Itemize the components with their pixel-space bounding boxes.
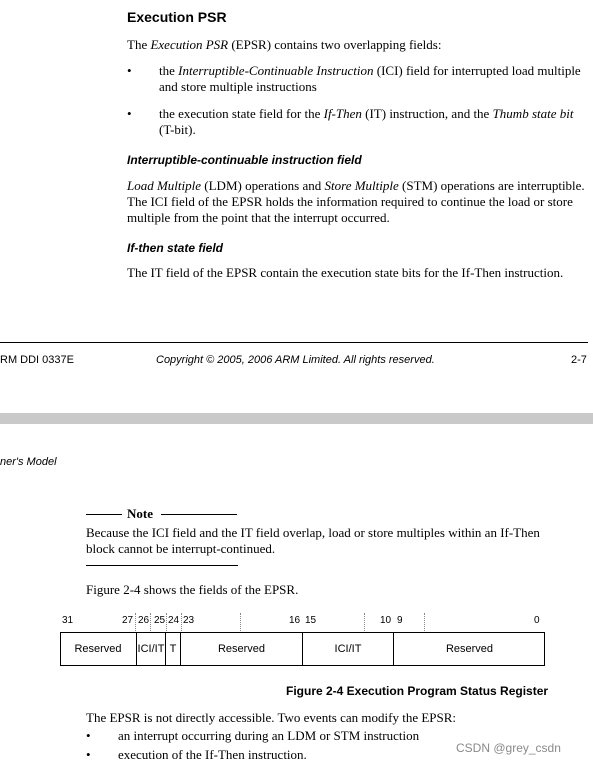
- note-label: Note: [127, 506, 153, 521]
- bullet-marker: •: [127, 63, 132, 78]
- subheading-it: If-then state field: [127, 241, 224, 255]
- figure-caption: Figure 2-4 Execution Program Status Register: [286, 684, 549, 698]
- ici-paragraph: Load Multiple (LDM) operations and Store Multiple (STM) operations are interruptible. The ICI field of the EPSR holds the information required to continue the load or store multiple from the point that the interrupt occurred.: [127, 178, 585, 225]
- bit-label: 16: [289, 615, 301, 626]
- field-ici-it-15-10: ICI/IT: [303, 632, 394, 666]
- subheading-ici: Interruptible-continuable instruction field: [127, 153, 362, 167]
- footer-rule: [0, 342, 588, 343]
- bit-label: 25: [154, 615, 166, 626]
- bit-label: 23: [183, 615, 195, 626]
- doc-id: RM DDI 0337E: [0, 354, 74, 366]
- bullet-marker: •: [127, 106, 132, 121]
- bullet-marker: •: [86, 728, 91, 743]
- bit-label: 24: [168, 615, 180, 626]
- bit-label: 26: [138, 615, 150, 626]
- page-number: 2-7: [571, 354, 587, 366]
- field-reserved-9-0: Reserved: [445, 643, 494, 655]
- bit-tick: [150, 613, 151, 633]
- section-heading: Execution PSR: [127, 9, 227, 25]
- epsr-access-paragraph: The EPSR is not directly accessible. Two events can modify the EPSR:: [86, 710, 457, 725]
- it-paragraph: The IT field of the EPSR contain the execution state bits for the If-Then instruction.: [127, 265, 564, 280]
- figure-reference: Figure 2-4 shows the fields of the EPSR.: [86, 582, 299, 597]
- bit-tick: [240, 613, 241, 633]
- note-text: Because the ICI field and the IT field overlap, load or store multiples within an If-Then block cannot be interrupt-continued.: [86, 525, 540, 556]
- bit-tick: [135, 613, 136, 633]
- note-rule-right: [161, 514, 237, 515]
- bit-tick: [181, 613, 182, 633]
- bit-label: 0: [534, 615, 540, 626]
- list-item: an interrupt occurring during an LDM or STM instruction: [118, 728, 420, 743]
- field-ici-it-26-25: ICI/IT: [137, 632, 166, 666]
- field-reserved-23-16: Reserved: [181, 632, 303, 666]
- copyright-notice: Copyright © 2005, 2006 ARM Limited. All rights reserved.: [156, 354, 435, 366]
- bit-tick: [364, 613, 365, 633]
- field-t-bit-24: T: [166, 632, 181, 666]
- bit-tick: [166, 613, 167, 633]
- bit-label: 31: [62, 615, 74, 626]
- bit-tick: [424, 613, 425, 633]
- bit-label: 9: [397, 615, 403, 626]
- note-end-rule: [86, 565, 238, 566]
- field-reserved-31-27: Reserved: [60, 632, 137, 666]
- bit-label: 10: [380, 615, 392, 626]
- bit-label: 15: [305, 615, 317, 626]
- bullet-item-it: the execution state field for the If-Then (IT) instruction, and the Thumb state bit (T-bit).: [159, 106, 574, 137]
- list-item: execution of the If-Then instruction.: [118, 747, 307, 762]
- bit-label: 27: [122, 615, 134, 626]
- running-head: ner's Model: [0, 456, 57, 468]
- note-rule-left: [86, 514, 122, 515]
- page-separator: [0, 413, 593, 424]
- bullet-marker: •: [86, 747, 91, 762]
- intro-paragraph: The Execution PSR (EPSR) contains two overlapping fields:: [127, 37, 442, 52]
- bullet-item-ici: the Interruptible-Continuable Instruction (ICI) field for interrupted load multiple and store multiple instructions: [159, 63, 581, 94]
- watermark: CSDN @grey_csdn: [456, 741, 561, 755]
